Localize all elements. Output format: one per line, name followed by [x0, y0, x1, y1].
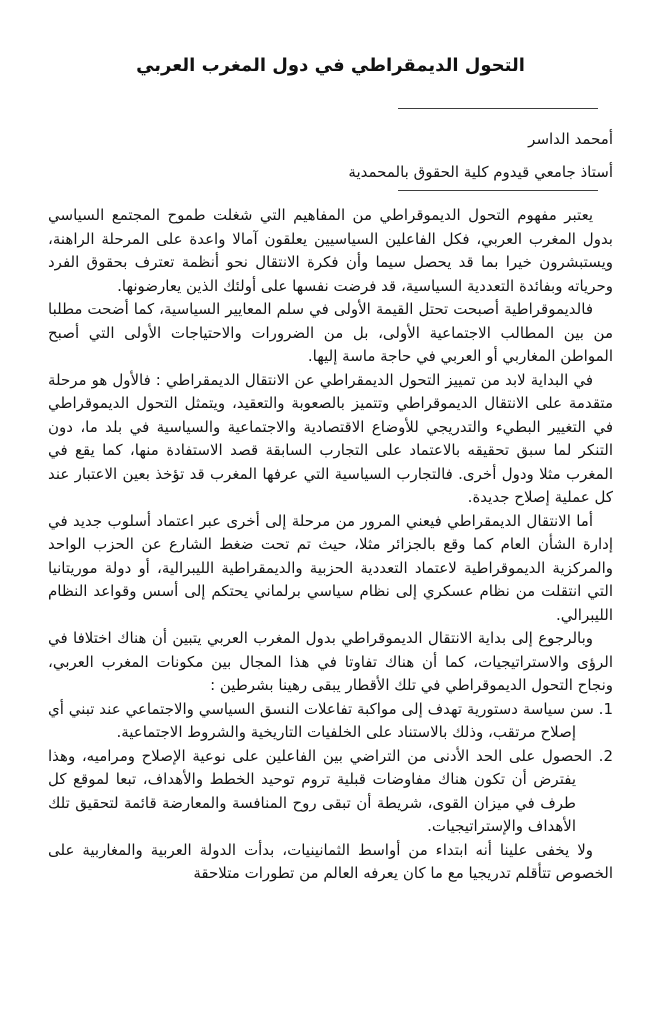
condition-item-1 — [48, 698, 613, 745]
author-affiliation: أستاذ جامعي قيدوم كلية الحقوق بالمحمدية — [348, 163, 613, 182]
separator-line-top — [398, 108, 598, 109]
paragraph-democratic-transition: أما الانتقال الديمقراطي فيعني المرور من مرحلة إلى أخرى عبر اعتماد أسلوب جديد في إدارة الشأن العام كما وقع بالجزائر مثلا، حيث تم تحت ضغط الشارع عن الحزب الواحد والمركزية الديموقراطية لاعتماد التعددية الحزبية والديمقراطية الليبرالية، أو دولة موريتانيا التي انتقلت من نظام عسكري إلى نظام سياسي برلماني يحتكم إلى أسس وقواعد النظام الليبرالي. — [48, 511, 613, 624]
paragraph-closing: ولا يخفى علينا أنه ابتداء من أواسط الثمانينيات، بدأت الدولة العربية والمغاربية على الخصوص تتأقلم تدريجيا مع ما كان يعرفه العالم من تطورات متلاحقة — [48, 840, 613, 883]
paragraph-intro: يعتبر مفهوم التحول الديموقراطي من المفاهيم التي شغلت طموح المجتمع السياسي بدول المغرب العربي، فكل الفاعلين السياسيين يعلقون آمالا واعدة على المرحلة الراهنة، ويستبشرون خيرا بما قد يحصل سيما وأن فكرة الانتقال نحو أنظمة تعترف بحقوق الفرد وحرياته وبفائدة التعددية السياسية، قد فرضت نفسها على أولئك الذين يعارضونها. — [48, 206, 613, 295]
condition-item-2 — [48, 745, 613, 839]
paragraph-two-conditions-lead: وبالرجوع إلى بداية الانتقال الديموقراطي بدول المغرب العربي يتبين أن هناك اختلافا في الرؤى والاستراتيجيات، كما أن هناك تفاوتا في هذا المجال بين مكونات المغرب العربي، ونجاح التحول الديموقراطي في تلك الأقطار يبقى رهينا بشرطين : — [48, 629, 613, 695]
author-block — [48, 108, 613, 191]
separator-line-bottom — [398, 190, 598, 191]
author-name: أمحمد الداسر — [528, 130, 613, 149]
condition-text-1: سن سياسة دستورية تهدف إلى مواكبة تفاعلات النسق السياسي والاجتماعي عند تبني أي إصلاح مرتقب، وذلك بالاستناد على الخلفيات التاريخية والشروط الاجتماعية. — [48, 699, 594, 742]
document-body — [48, 204, 613, 886]
condition-number-1: 1. — [598, 699, 613, 718]
condition-number-2: 2. — [598, 746, 613, 765]
paragraph-democracy-value: فالديموقراطية أصبحت تحتل القيمة الأولى في سلم المعايير السياسية، كما أضحت مطلبا من بين المطالب الاجتماعية الأولى، بل من الضرورات والاحتياجات الأولى التي أصبح المواطن المغاربي أو العربي في حاجة ماسة إليها. — [48, 300, 613, 366]
page-title: التحول الديمقراطي في دول المغرب العربي — [136, 55, 525, 76]
paragraph-transition-vs-transformation: في البداية لابد من تمييز التحول الديمقراطي عن الانتقال الديمقراطي : فالأول هو مرحلة متقدمة على الانتقال الديموقراطي وتتميز بالصعوبة والتعقيد، ويتمثل التحول الديموقراطي في التغيير البطيء والتدريجي للأوضاع الاقتصادية والاجتماعية والسياسية في بلد ما، دون التنكر لما سبق تحقيقه بالاعتماد على التجارب السابقة قصد الاستفادة منها، كما يقع في المغرب مثلا ودول أخرى. فالتجارب السياسية التي عرفها المغرب قد تؤخذ بعين الاعتبار عند كل عملية إصلاح جديدة. — [48, 370, 613, 507]
condition-text-2: الحصول على الحد الأدنى من التراضي بين الفاعلين على نوعية الإصلاح ومراميه، وهذا يفترض أن تكون هناك مفاوضات قبلية تروم توحيد الخطط والأهداف، تبعا لموقع كل طرف في ميزان القوى، شريطة أن تبقى روح المنافسة والمعارضة قائمة لتحقيق تلك الأهداف والإستراتيجيات. — [48, 746, 593, 836]
